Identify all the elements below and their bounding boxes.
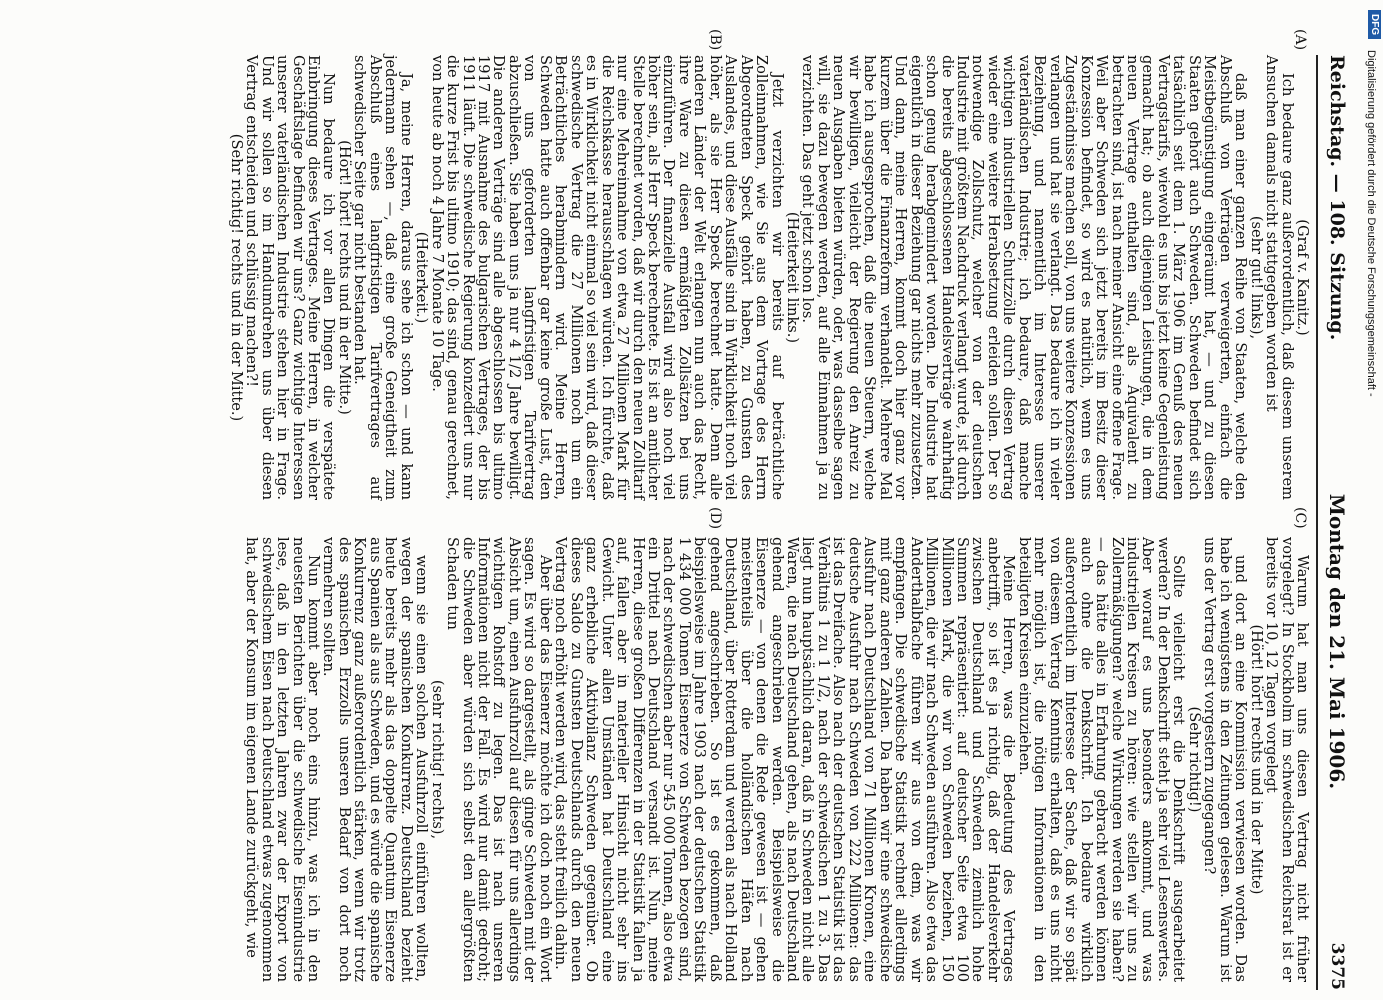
paragraph: Meine Herren, was die Bedeutung des Vertrages anbetrifft, so ist es ja richtig, daß der Handelsverkehr zwischen Deutschland und Schweden ziemlich hohe Summen repräsentiert: auf deutscher Seite etwa 100 Millionen Mark, die wir von Schweden beziehen, 150 Millionen, die wir nach Schweden ausführen. Also etwa das Anderthalbfache führen wir aus von dem, was wir empfangen. Die schwedische Statistik rechnet allerdings mit ganz anderen Zahlen. Da haben wir eine schwedische Ausfuhr nach Deutschland von 71 Millionen Kronen, eine deutsche Ausfuhr nach Schweden von 222 Millionen: das ist das Dreifache. Also nach der deutschen Statistik ist das Verhältnis 1 zu 1 1/2, nach der schwedischen 1 zu 3. Das liegt nun hauptsächlich daran, daß in Schweden nicht alle Waren, die nach Deutschland gehen, als nach Deutschland gehend angeschrieben werden. Beispielsweise die Eisenerze — von denen die Rede gewesen ist — gehen meistenteils über die holländischen Häfen nach Deutschland, über Rotterdam und werden als nach Holland gehend angeschrieben. So ist es gekommen, daß beispielsweise im Jahre 1903 nach der deutschen Statistik 1 434 000 Tonnen Eisenerze von Schweden bezogen sind, nach der schwedischen aber nur 545 000 Tonnen, also etwa ein Drittel nach Deutschland versandt ist. Nun, meine Herren, diese großen Differenzen in der Statistik fallen ja auf, fallen aber in materieller Hinsicht nicht sehr ins Gewicht. Unter allen Umständen hat Deutschland eine ganz erhebliche Aktivbilanz Schweden gegenüber. Ob dieses Saldo zu Gunsten Deutschlands durch den neuen Vertrag noch erhöht werden wird, das steht freilich dahin. [552,537,1018,983]
paragraph: Nun kommt aber noch eins hinzu, was ich in den neuesten Berichten über die schwedische Eisenindustrie lese, daß in den letzten Jahren zwar der Export von schwedischem Eisen nach Deutschland etwas zugenommen hat, aber der Konsum im eigenen Lande zurückgeht, wie [243,537,322,982]
paragraph: und dort an eine Kommission verwiesen worden. Das habe ich wenigstens in den Zeitungen gelesen. Warum ist uns der Vertrag erst vorgestern zugegangen? [1201,537,1250,982]
rotated-printed-page [60,29,1360,990]
interjection: (Sehr richtig! rechts und in der Mitte.) [227,133,245,422]
left-text-column [228,55,1310,500]
paragraph: Aber über das Eisenerz möchte ich doch noch ein Wort sagen. Es wird so dargestellt, als ginge Schweden mit der Absicht um, einen Ausfuhrzoll auf diesen für uns allerdings wichtigen Rohstoff zu legen. Das ist nach unseren Informationen nicht der Fall. Es wird nur damit gedroht; die Schweden aber würden sich selbst den allergrößten Schaden tun [444,537,554,982]
margin-mark-d: (D) [707,507,723,530]
interjection: (sehr gut! links), [1247,215,1265,340]
running-header [1322,55,1352,990]
paragraph: wenn sie einen solchen Ausfuhrzoll einführen wollten, wegen der spanischen Konkurrenz. Deutschland bezieht heute bereits mehr als das doppelte Quantum Eisenerze aus Spanien als aus Schweden, und es würde die spanische Konkurrenz ganz außerordentlich stärken, wenn wir trotz des spanischen Erzzolls unseren Bedarf von dort noch vermehren sollten. [320,537,431,982]
interjection: (Sehr richtig!) [1185,706,1203,813]
dfg-logo: DFG [1368,10,1381,39]
margin-mark-a: (A) [1292,29,1308,51]
interjection: (Hört! hört! rechts und in der Mitte) [1247,624,1265,895]
paragraph: Nun bedaure ich vor allen Dingen die verspätete Einbringung dieses Vertrages. Meine Herren, in welcher Geschäftslage befinden wir uns? Ganz wichtige Interessen unserer vaterländischen Industrie stehen hier in Frage. Und wir sollen so im Handumdrehen uns über diesen Vertrag entscheiden und schlüssig machen?! [243,55,338,500]
paragraph: Ich bedaure ganz außerordentlich, daß diesem unserem Ansuchen damals nicht stattgegeben worden ist [1263,55,1296,500]
header-date: Montag den 21. Mai 1906. [1325,493,1349,790]
right-text-column [244,537,1310,982]
digitization-credit [1363,10,1383,1000]
paragraph: Jetzt verzichten wir bereits auf beträchtliche Zolleinnahmen, wie Sie aus dem Vortrage des Herrn Abgeordneten Speck gehört haben, zu Gunsten des Auslandes, und diese Ausfälle sind in Wirklichkeit noch viel höher, als sie Herr Speck berechnet hatte. Denn alle anderen Länder der Welt erlangen nun auch das Recht, ihre Ware zu diesen ermäßigten Zollsätzen bei uns einzuführen. Der finanzielle Ausfall wird also noch viel höher sein, als Herr Speck berechnete. Es ist an amtlicher Stelle berechnet worden, daß wir durch den neuen Zolltarif nur eine Mehreinnahme von etwa 27 Millionen Mark für die Reichskasse herausschlagen würden. Ich fürchte, daß es in Wirklichkeit nicht einmal so viel sein wird, daß dieser schwedische Vertrag die 27 Millionen noch um ein Beträchtliches herabmindern wird. Meine Herren, Schweden hatte auch offenbar gar keine große Lust, den von uns geforderten langfristigen Tarifvertrag abzuschließen. Sie haben uns ja nur 4 1/2 Jahre bewilligt. Die anderen Verträge sind alle abgeschlossen bis ultimo 1917 mit Ausnahme des bulgarischen Vertrages, der bis 1911 läuft. Die schwedische Regierung konzediert uns nur die kurze Frist bis ultimo 1910; das sind, genau gerechnet, von heute ab noch 4 Jahre 7 Monate 10 Tage. [428,55,786,500]
interjection: (Graf v. Kanitz.) [1294,219,1311,336]
interjection: (Heiterkeit.) [413,231,431,324]
paragraph: Ja, meine Herren, daraus sehe ich schon — und kann jedermann sehen —, daß eine große Geneigtheit zum Abschluß eines langfristigen Tarifvertrages auf schwedischer Seite gar nicht bestanden hat. [351,55,415,500]
margin-mark-b: (B) [707,29,723,51]
interjection: (Hört! hört! rechts und in der Mitte.) [335,140,353,415]
page-number: 3375 [1327,942,1347,990]
interjection: (Heiterkeit links.) [784,211,802,344]
paragraph: Warum hat man uns diesen Vertrag nicht früher vorgelegt? In Stockholm im schwedischen Reichsrat ist er bereits vor 10, 12 Tagen vorgelegt [1263,537,1311,982]
interjection: (sehr richtig! rechts), [428,679,446,840]
credit-text: Digitalisierung gefördert durch die Deutsche Forschungsgemeinschaft - [1365,50,1377,397]
margin-mark-c: (C) [1292,507,1308,529]
paragraph: Sollte vielleicht erst die Denkschrift ausgearbeitet werden? In der Denkschrift steht ja sehr viel Lesenswertes. Aber worauf es uns besonders ankommt, und was industriellen Kreisen zu hören: wie stellen wir uns zu Zollermäßigungen? welche Wirkungen werden sie haben? — das hätte alles in Erfahrung gebracht werden können auch ohne die Denkschrift. Ich bedaure wirklich außerordentlich im Interesse der Sache, daß wir so spät von diesem Vertrag Kenntnis erhalten, daß es uns nicht mehr möglich ist, die nötigen Informationen in den beteiligten Kreisen einzuziehen. [1015,537,1188,982]
paragraph: daß man einer ganzen Reihe von Staaten, welche den Abschluß von Verträgen verweigerten, einfach die Meistbegünstigung eingeräumt hat, — und zu diesen Staaten gehört auch Schweden. Schweden befindet sich tatsächlich seit dem 1. März 1906 im Genuß des neuen Vertragstarifs, wiewohl es uns bis jetzt keine Gegenleistung gemacht hat; ob auch diejenigen Leistungen, die in dem neuen Vertrage enthalten sind, als Äquivalent zu betrachten sind, ist nach meiner Ansicht eine offene Frage. Weil aber Schweden sich jetzt bereits im Besitz dieser Konzession befindet, so wird es natürlich, wenn es uns Zugeständnisse machen soll, von uns weitere Konzessionen verlangen und hat sie verlangt. Das bedaure ich in vieler Beziehung, und namentlich im Interesse unserer vaterländischen Industrie; ich bedaure, daß manche wichtigen industriellen Schutzzölle durch diesen Vertrag wieder eine weitere Herabsetzung erleiden sollen. Der so notwendige Zollschutz, welcher von der deutschen Industrie mit größtem Nachdruck verlangt wurde, ist durch die bereits abgeschlossenen Handelsverträge wahrhaftig schon genug herabgemindert worden. Die Industrie hat eigentlich in dieser Beziehung gar nichts mehr zuzusetzen. Und dann, meine Herren, kommt doch hier ganz vor kurzem über die Finanzreform verhandelt. Mehrere Mal habe ich ausgesprochen, daß die neuen Steuern, welche wir bewilligen, vielleicht der Regierung den Anreiz zu neuen Ausgaben bieten würden, oder, was dasselbe sagen will, sie dazu bewegen werden, auf alle Einnahmen ja zu verzichten. Das geht jetzt schon los. [799,55,1250,500]
header-rule [1316,55,1318,990]
header-left: Reichstag. — 108. Sitzung. [1326,55,1348,341]
